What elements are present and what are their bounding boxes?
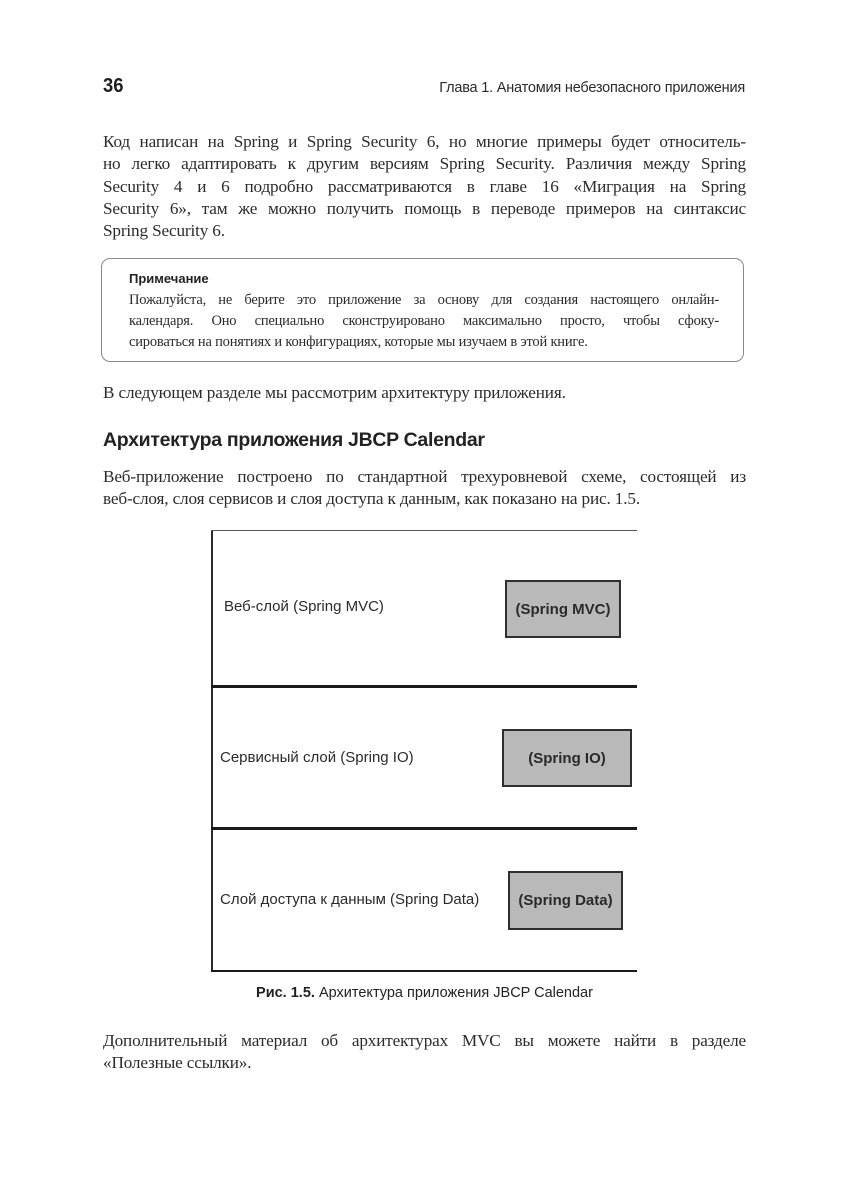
note-title: Примечание	[129, 271, 209, 286]
diagram-top-border	[211, 530, 637, 531]
figure-caption-prefix: Рис. 1.5.	[256, 985, 315, 1001]
note-box	[101, 258, 744, 362]
section-paragraph	[103, 466, 746, 511]
paragraph-line: В следующем разделе мы рассмотрим архитектуру приложения.	[103, 383, 566, 402]
spring-io-box: (Spring IO)	[502, 729, 632, 787]
section-heading: Архитектура приложения JBCP Calendar	[103, 429, 485, 451]
note-text	[129, 290, 719, 353]
intro-paragraph	[103, 131, 746, 242]
web-layer-label: Веб-слой (Spring MVC)	[224, 598, 384, 615]
paragraph-line: Spring Security 6.	[103, 221, 225, 241]
spring-mvc-box: (Spring MVC)	[505, 580, 621, 638]
transition-paragraph	[103, 382, 746, 404]
figure-caption-text: Архитектура приложения JBCP Calendar	[314, 985, 593, 1001]
paragraph-line: Security 6», там же можно получить помощь в переводе примеров на синтаксис	[103, 198, 746, 218]
paragraph-line: но легко адаптировать к другим версиям Spring Security. Различия между Spring	[103, 154, 746, 174]
note-line: сироваться на понятиях и конфигурациях, которые мы изучаем в этой книге.	[129, 334, 588, 350]
note-line: Пожалуйста, не берите это приложение за основу для создания настоящего онлайн-	[129, 292, 719, 308]
layer-divider	[211, 827, 637, 830]
note-line: календаря. Оно специально сконструировано максимально просто, чтобы сфоку-	[129, 313, 719, 329]
service-layer-label: Сервисный слой (Spring IO)	[220, 749, 414, 766]
layer-divider	[211, 685, 637, 688]
figure-caption	[0, 985, 849, 1001]
closing-paragraph	[103, 1030, 746, 1075]
paragraph-line: «Полезные ссылки».	[103, 1053, 252, 1073]
spring-data-box: (Spring Data)	[508, 871, 623, 930]
data-layer-label: Слой доступа к данным (Spring Data)	[220, 891, 480, 908]
paragraph-line: Веб-приложение построено по стандартной трехуровневой схеме, состоящей из	[103, 467, 746, 486]
paragraph-line: Дополнительный материал об архитектурах MVC вы можете найти в разделе	[103, 1031, 746, 1050]
paragraph-line: Код написан на Spring и Spring Security 6, но многие примеры будет относитель-	[103, 132, 746, 151]
running-header: Глава 1. Анатомия небезопасного приложения	[439, 80, 745, 96]
page-number: 36	[103, 75, 124, 97]
paragraph-line: Security 4 и 6 подробно рассматриваются в главе 16 «Миграция на Spring	[103, 176, 746, 196]
diagram-left-border	[211, 530, 213, 972]
architecture-diagram	[211, 530, 637, 972]
diagram-bottom-border	[211, 970, 637, 972]
paragraph-line: веб-слоя, слоя сервисов и слоя доступа к данным, как показано на рис. 1.5.	[103, 489, 640, 509]
